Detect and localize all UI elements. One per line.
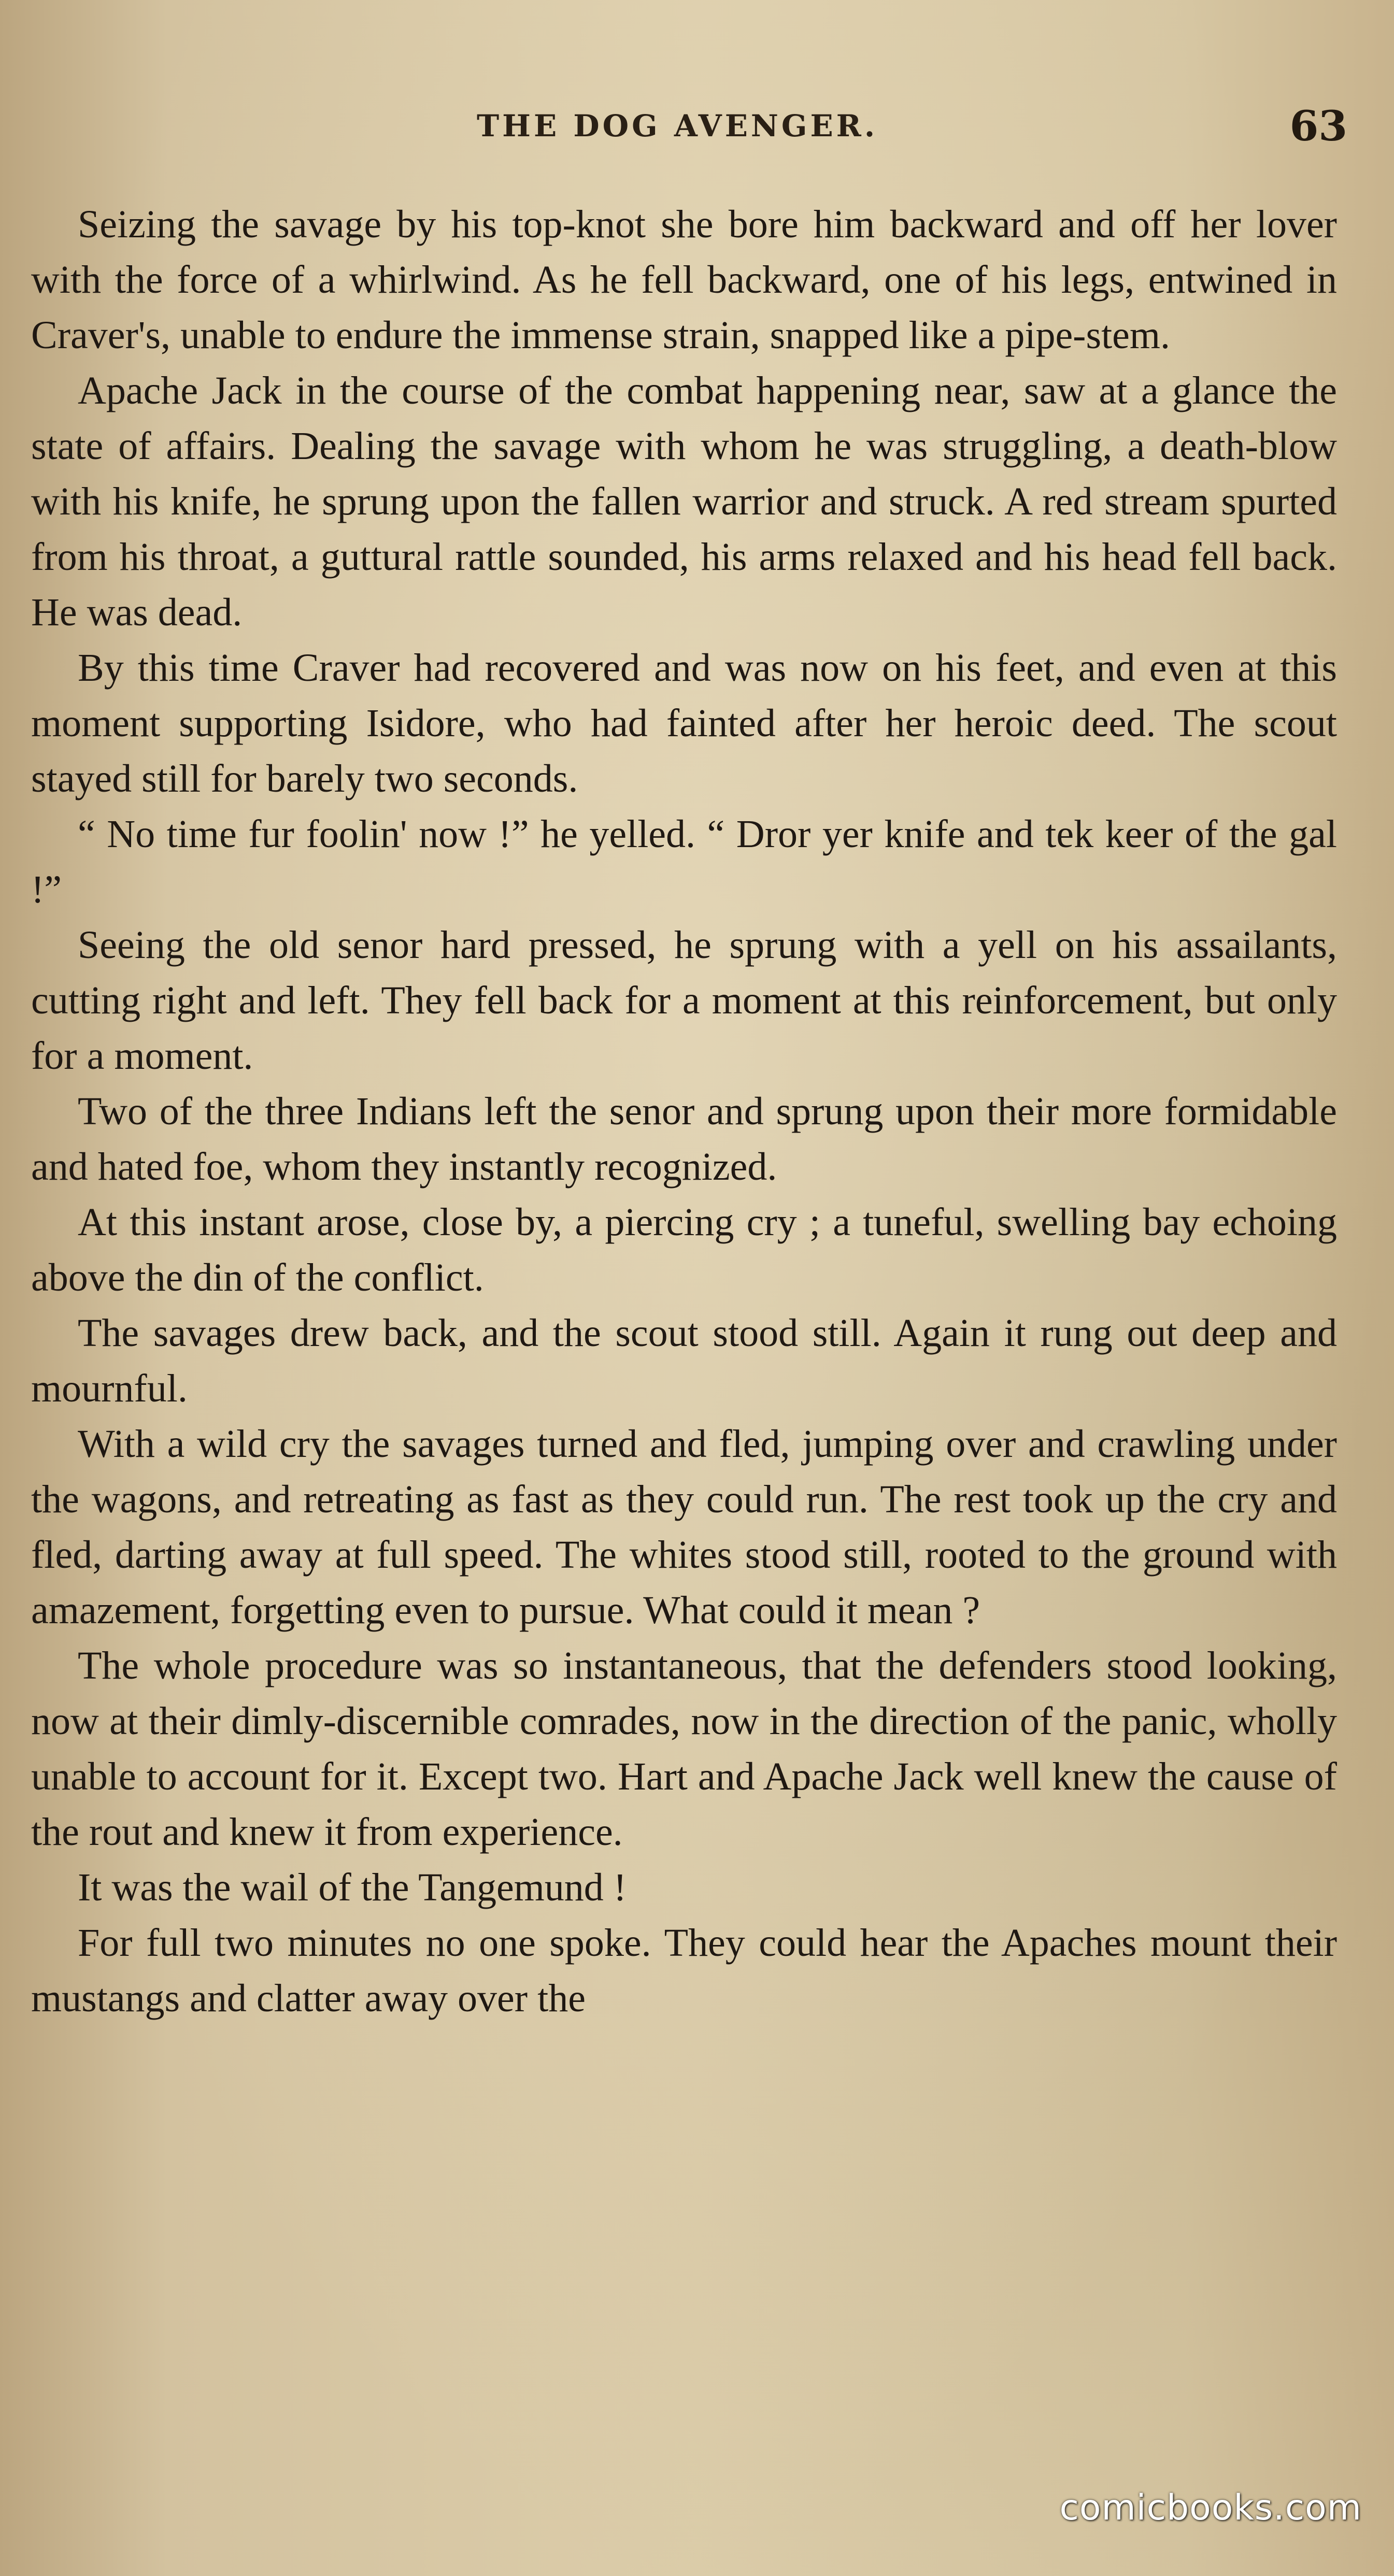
paragraph: The savages drew back, and the scout stood still. Again it rung out deep and mournful. — [31, 1311, 1337, 1410]
paragraph: For full two minutes no one spoke. They could hear the Apaches mount their mustangs and clatter away over the — [31, 1921, 1337, 2020]
paragraph: The whole procedure was so instantaneous, that the defenders stood looking, now at their dimly-discernible comrades, now in the direction of the panic, wholly unable to account for it. Except two. Hart and Apache Jack well knew the cause of the rout and knew it from experience. — [31, 1644, 1337, 1854]
running-title: THE DOG AVENGER. — [477, 108, 878, 144]
paragraph: By this time Craver had recovered and was now on his feet, and even at this moment supporting Isidore, who had fainted after her heroic deed. The scout stayed still for barely two seconds. — [31, 646, 1337, 800]
paragraph: Two of the three Indians left the senor and sprung upon their more formidable and hated foe, whom they instantly recognized. — [31, 1090, 1337, 1189]
paragraph: “ No time fur foolin' now !” he yelled. “ Dror yer knife and tek keer of the gal !” — [31, 812, 1337, 911]
paragraph: At this instant arose, close by, a piercing cry ; a tuneful, swelling bay echoing above the din of the conflict. — [31, 1200, 1337, 1299]
paragraph: It was the wail of the Tangemund ! — [78, 1866, 627, 1909]
paragraph: With a wild cry the savages turned and fled, jumping over and crawling under the wagons, and retreating as fast as they could run. The rest took up the cry and fled, darting away at full speed. The whites stood still, rooted to the ground with amazement, forgetting even to pursue. What could it mean ? — [31, 1422, 1337, 1632]
page-number: 63 — [1289, 102, 1347, 150]
body-text — [31, 197, 1337, 2026]
paragraph: Apache Jack in the course of the combat happening near, saw at a glance the state of affairs. Dealing the savage with whom he was struggling, a death-blow with his knife, he sprung upon the fallen warrior and struck. A red stream spurted from his throat, a guttural rattle sounded, his arms relaxed and his head fell back. He was dead. — [31, 369, 1337, 634]
paragraph: Seizing the savage by his top-knot she bore him backward and off her lover with the force of a whirlwind. As he fell backward, one of his legs, entwined in Craver's, unable to endure the immense strain, snapped like a pipe-stem. — [31, 203, 1337, 357]
page-header — [477, 97, 1347, 154]
watermark: comicbooks.com — [1059, 2487, 1362, 2528]
paragraph: Seeing the old senor hard pressed, he sprung with a yell on his assailants, cutting right and left. They fell back for a moment at this reinforcement, but only for a moment. — [31, 923, 1337, 1078]
